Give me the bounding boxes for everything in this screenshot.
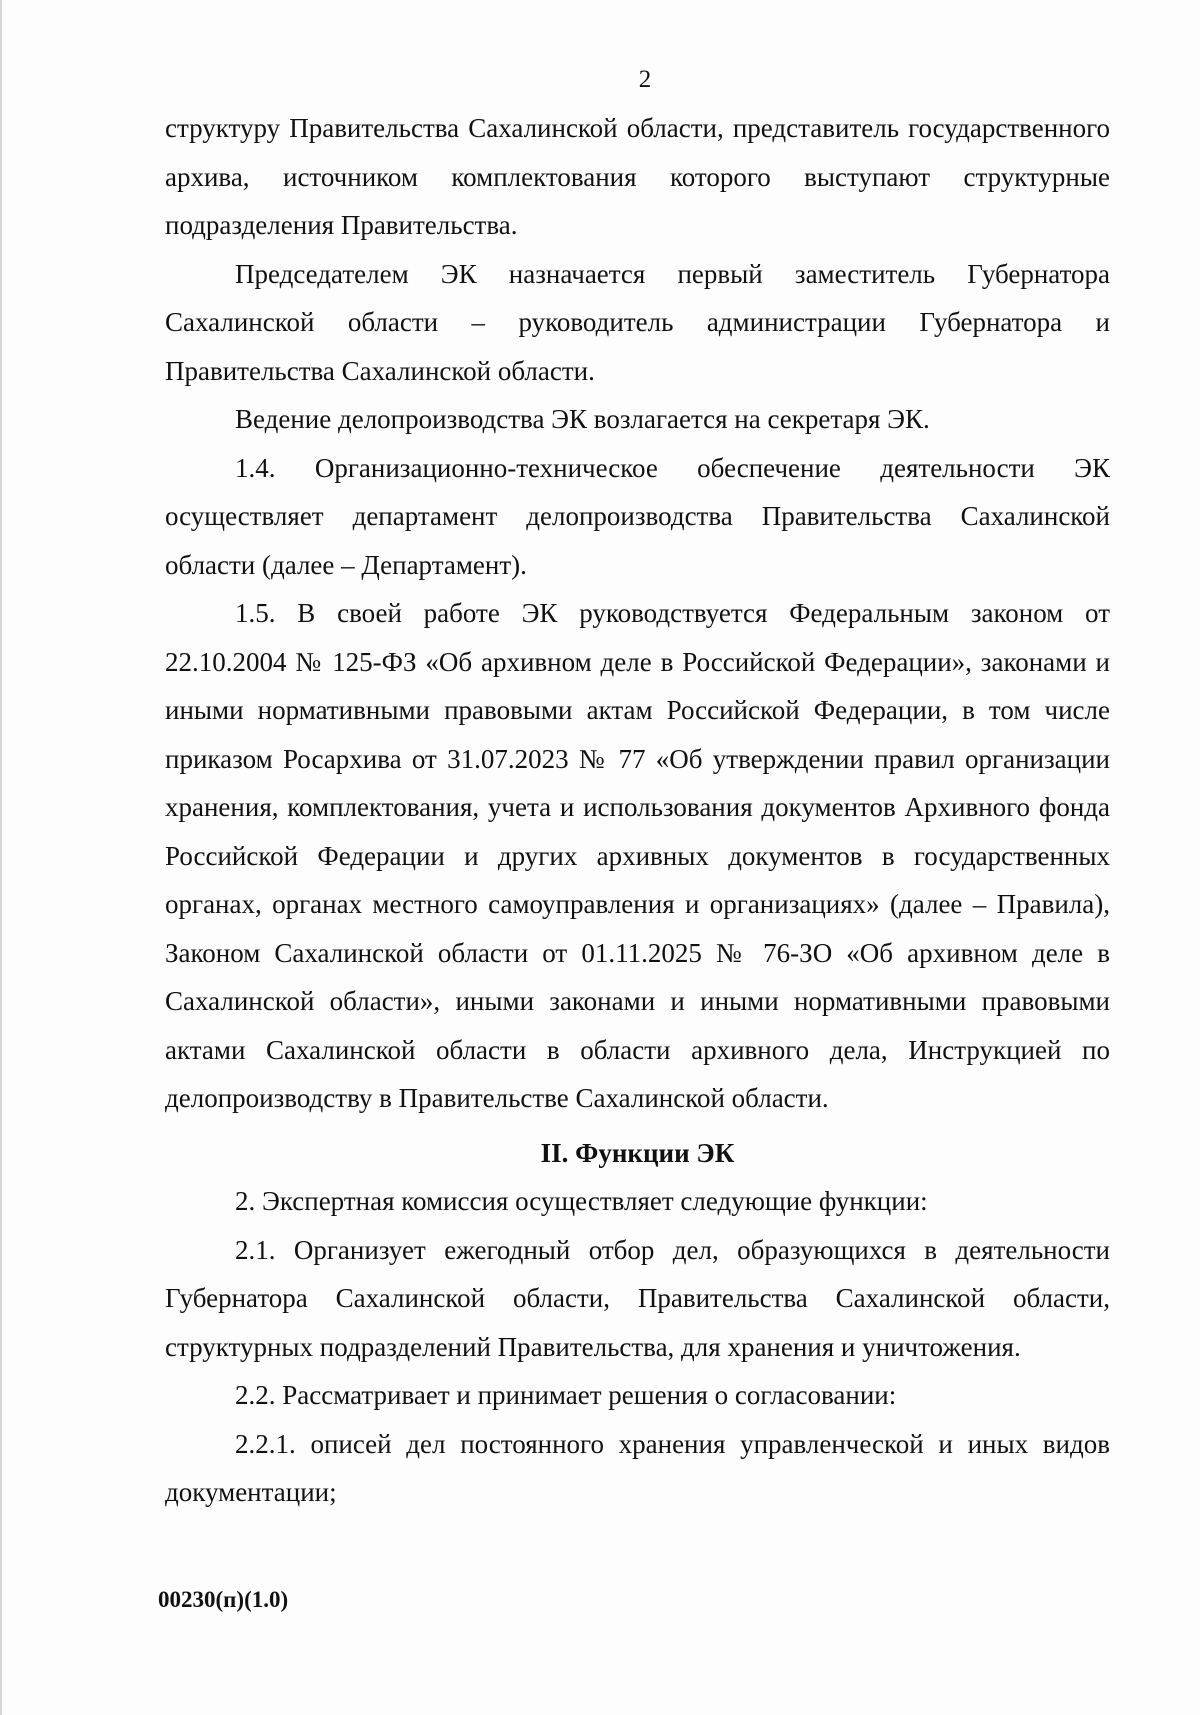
- paragraph-1-5: 1.5. В своей работе ЭК руководствуется Федеральным законом от 22.10.2004 № 125-ФЗ «Об архивном деле в Российской Федерации», законами и иными нормативными правовыми актам Российской Федерации, в том числе приказом Росархива от 31.07.2023 № 77 «Об утверждении правил организации хранения, комплектования, учета и использования документов Архивного фонда Российской Федерации и других архивных документов в государственных органах, органах местного самоуправления и организациях» (далее – Правила), Законом Сахалинской области от 01.11.2025 № 76-ЗО «Об архивном деле в Сахалинской области», иными законами и иными нормативными правовыми актами Сахалинской области в области архивного дела, Инструкцией по делопроизводству в Правительстве Сахалинской области.: [165, 598, 1110, 1113]
- paragraph-2-2-1: 2.2.1. описей дел постоянного хранения управленческой и иных видов документации;: [165, 1428, 1110, 1507]
- scan-edge-line: [0, 0, 2, 1715]
- paragraph-commission-composition: структуру Правительства Сахалинской области, представитель государственного архива, источником комплектования которого выступают структурные подразделения Правительства.: [165, 113, 1110, 240]
- paragraph-chairman: Председателем ЭК назначается первый заместитель Губернатора Сахалинской области – руководитель администрации Губернатора и Правительства Сахалинской области.: [165, 258, 1110, 386]
- paragraph-1-4: 1.4. Организационно-техническое обеспечение деятельности ЭК осуществляет департамент делопроизводства Правительства Сахалинской области (далее – Департамент).: [165, 452, 1110, 580]
- paragraph-2-2: 2.2. Рассматривает и принимает решения о согласовании:: [235, 1380, 897, 1410]
- page-number: 2: [638, 66, 652, 93]
- paragraph-2-1: 2.1. Организует ежегодный отбор дел, образующихся в деятельности Губернатора Сахалинской области, Правительства Сахалинской области, структурных подразделений Правительства, для хранения и уничтожения.: [165, 1234, 1110, 1362]
- section-heading: II. Функции ЭК: [540, 1137, 735, 1168]
- paragraph-2: 2. Экспертная комиссия осуществляет следующие функции:: [235, 1186, 928, 1216]
- footer-document-code: 00230(п)(1.0): [158, 1587, 289, 1612]
- document-body: [165, 104, 1110, 1517]
- paragraph-secretary: Ведение делопроизводства ЭК возлагается на секретаря ЭК.: [235, 404, 930, 434]
